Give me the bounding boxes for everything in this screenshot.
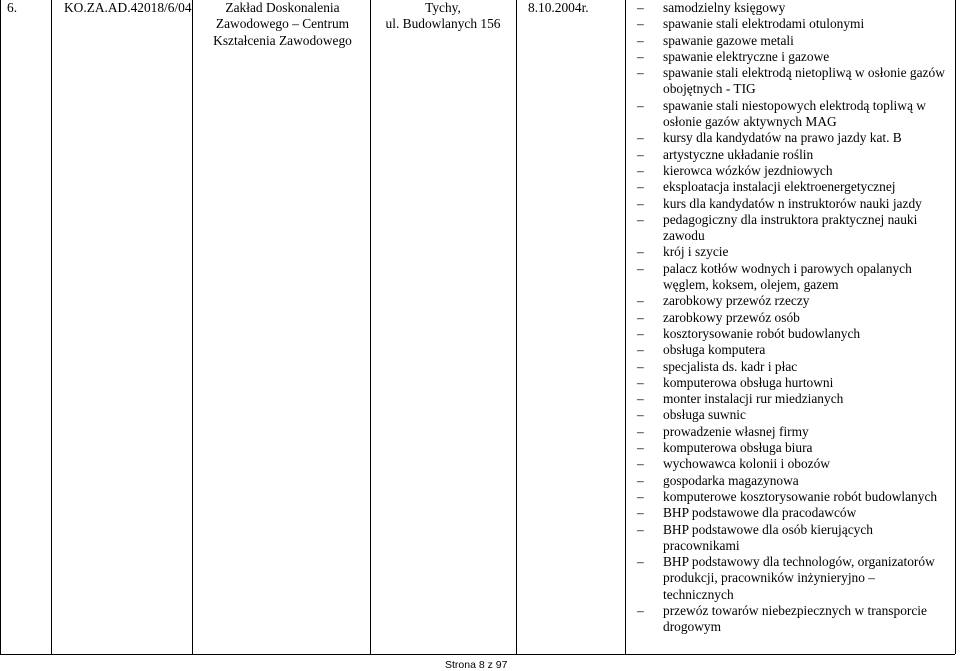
- course-item: [633, 65, 953, 98]
- dash-bullet-icon: –: [637, 48, 644, 64]
- table-border-right: [955, 0, 956, 654]
- course-item: [633, 16, 953, 32]
- course-item-line: przewóz towarów niebezpiecznych w transporcie: [663, 602, 927, 618]
- institution-address: [373, 0, 513, 33]
- course-item-line: BHP podstawowy dla technologów, organizatorów: [663, 554, 935, 570]
- course-item: [633, 130, 953, 146]
- column-divider: [516, 0, 517, 654]
- course-item: [633, 603, 953, 636]
- course-item: [633, 424, 953, 440]
- course-item-line: BHP podstawowe dla pracodawców: [663, 505, 857, 521]
- dash-bullet-icon: –: [637, 456, 644, 472]
- dash-bullet-icon: –: [637, 195, 644, 211]
- dash-bullet-icon: –: [637, 16, 644, 32]
- course-item: [633, 554, 953, 603]
- dash-bullet-icon: –: [637, 0, 644, 15]
- dash-bullet-icon: –: [637, 407, 644, 423]
- page-footer: Strona 8 z 97: [445, 659, 508, 671]
- course-item-line: wychowawca kolonii i obozów: [663, 456, 830, 472]
- course-item-line: pracownikami: [663, 537, 740, 553]
- course-item: [633, 293, 953, 309]
- course-item-line: komputerowa obsługa biura: [663, 440, 813, 456]
- course-item: [633, 522, 953, 555]
- course-item: [633, 33, 953, 49]
- course-item: [633, 375, 953, 391]
- course-item-line: samodzielny księgowy: [663, 0, 786, 15]
- course-item: [633, 163, 953, 179]
- dash-bullet-icon: –: [637, 342, 644, 358]
- course-item-line: krój i szycie: [663, 244, 729, 260]
- dash-bullet-icon: –: [637, 146, 644, 162]
- course-item-line: komputerowa obsługa hurtowni: [663, 374, 834, 390]
- course-item: [633, 473, 953, 489]
- course-item-line: węglem, koksem, olejem, gazem: [663, 277, 839, 293]
- address-city: Tychy,: [425, 0, 461, 15]
- course-item: [633, 212, 953, 245]
- dash-bullet-icon: –: [637, 602, 644, 618]
- course-item-line: eksploatacja instalacji elektroenergetycznej: [663, 179, 896, 195]
- course-item-line: obojętnych - TIG: [663, 81, 756, 97]
- course-item: [633, 179, 953, 195]
- course-item: [633, 196, 953, 212]
- course-item-line: palacz kotłów wodnych i parowych opalanych: [663, 260, 912, 276]
- dash-bullet-icon: –: [637, 358, 644, 374]
- course-item-line: pedagogiczny dla instruktora praktycznej nauki: [663, 211, 918, 227]
- institution-name-line: Zakład Doskonalenia: [225, 0, 340, 15]
- course-item: [633, 98, 953, 131]
- dash-bullet-icon: –: [637, 374, 644, 390]
- dash-bullet-icon: –: [637, 554, 644, 570]
- course-item-line: kierowca wózków jezdniowych: [663, 162, 833, 178]
- course-item-line: obsługa suwnic: [663, 407, 746, 423]
- dash-bullet-icon: –: [637, 472, 644, 488]
- course-item-line: spawanie stali niestopowych elektrodą topliwą w: [663, 97, 926, 113]
- course-item-line: specjalista ds. kadr i płac: [663, 358, 798, 374]
- course-item: [633, 342, 953, 358]
- dash-bullet-icon: –: [637, 440, 644, 456]
- dash-bullet-icon: –: [637, 423, 644, 439]
- course-item-line: komputerowe kosztorysowanie robót budowlanych: [663, 488, 938, 504]
- table-border-left: [0, 0, 1, 654]
- address-street: ul. Budowlanych 156: [385, 16, 501, 32]
- dash-bullet-icon: –: [637, 65, 644, 81]
- course-item: [633, 147, 953, 163]
- course-item: [633, 407, 953, 423]
- dash-bullet-icon: –: [637, 32, 644, 48]
- dash-bullet-icon: –: [637, 488, 644, 504]
- dash-bullet-icon: –: [637, 179, 644, 195]
- column-divider: [51, 0, 52, 654]
- dash-bullet-icon: –: [637, 97, 644, 113]
- course-item: [633, 456, 953, 472]
- course-list: [633, 0, 953, 636]
- dash-bullet-icon: –: [637, 130, 644, 146]
- dash-bullet-icon: –: [637, 293, 644, 309]
- course-item-line: kurs dla kandydatów n instruktorów nauki jazdy: [663, 195, 922, 211]
- column-divider: [192, 0, 193, 654]
- course-item: [633, 326, 953, 342]
- dash-bullet-icon: –: [637, 211, 644, 227]
- dash-bullet-icon: –: [637, 505, 644, 521]
- course-item: [633, 310, 953, 326]
- course-item: [633, 0, 953, 16]
- dash-bullet-icon: –: [637, 244, 644, 260]
- course-item: [633, 49, 953, 65]
- registration-date: 8.10.2004r.: [528, 0, 589, 15]
- course-item-line: technicznych: [663, 586, 734, 602]
- course-item-line: BHP podstawowe dla osób kierujących: [663, 521, 873, 537]
- course-item: [633, 244, 953, 260]
- row-number: 6.: [7, 0, 18, 15]
- course-item: [633, 440, 953, 456]
- course-item-line: drogowym: [663, 619, 722, 635]
- course-item-line: zawodu: [663, 228, 705, 244]
- course-item-line: spawanie elektryczne i gazowe: [663, 48, 830, 64]
- course-item-line: monter instalacji rur miedzianych: [663, 391, 844, 407]
- course-item: [633, 359, 953, 375]
- column-divider: [625, 0, 626, 654]
- course-item-line: zarobkowy przewóz rzeczy: [663, 293, 810, 309]
- course-item: [633, 391, 953, 407]
- dash-bullet-icon: –: [637, 309, 644, 325]
- course-item-line: kursy dla kandydatów na prawo jazdy kat. B: [663, 130, 902, 146]
- course-item-line: produkcji, pracowników inżynieryjno –: [663, 570, 875, 586]
- course-item: [633, 261, 953, 294]
- column-divider: [370, 0, 371, 654]
- institution-name-line: Kształcenia Zawodowego: [213, 32, 352, 48]
- course-item-line: prowadzenie własnej firmy: [663, 423, 809, 439]
- course-item-line: gospodarka magazynowa: [663, 472, 799, 488]
- course-item-line: spawanie stali elektrodami otulonymi: [663, 16, 865, 32]
- dash-bullet-icon: –: [637, 162, 644, 178]
- institution-name-line: Zawodowego – Centrum: [215, 16, 350, 32]
- dash-bullet-icon: –: [637, 260, 644, 276]
- course-item-line: zarobkowy przewóz osób: [663, 309, 800, 325]
- course-item-line: spawanie gazowe metali: [663, 32, 794, 48]
- course-item: [633, 489, 953, 505]
- dash-bullet-icon: –: [637, 325, 644, 341]
- registration-code: KO.ZA.AD.42018/6/04: [64, 0, 192, 15]
- course-item-line: obsługa komputera: [663, 342, 766, 358]
- dash-bullet-icon: –: [637, 521, 644, 537]
- course-item-line: osłonie gazów aktywnych MAG: [663, 114, 837, 130]
- institution-name: [195, 0, 370, 49]
- course-item-line: spawanie stali elektrodą nietopliwą w osłonie gazów: [663, 65, 945, 81]
- course-item: [633, 505, 953, 521]
- course-item-line: artystyczne układanie roślin: [663, 146, 814, 162]
- table-bottom-border: [0, 654, 955, 655]
- dash-bullet-icon: –: [637, 391, 644, 407]
- course-item-line: kosztorysowanie robót budowlanych: [663, 325, 861, 341]
